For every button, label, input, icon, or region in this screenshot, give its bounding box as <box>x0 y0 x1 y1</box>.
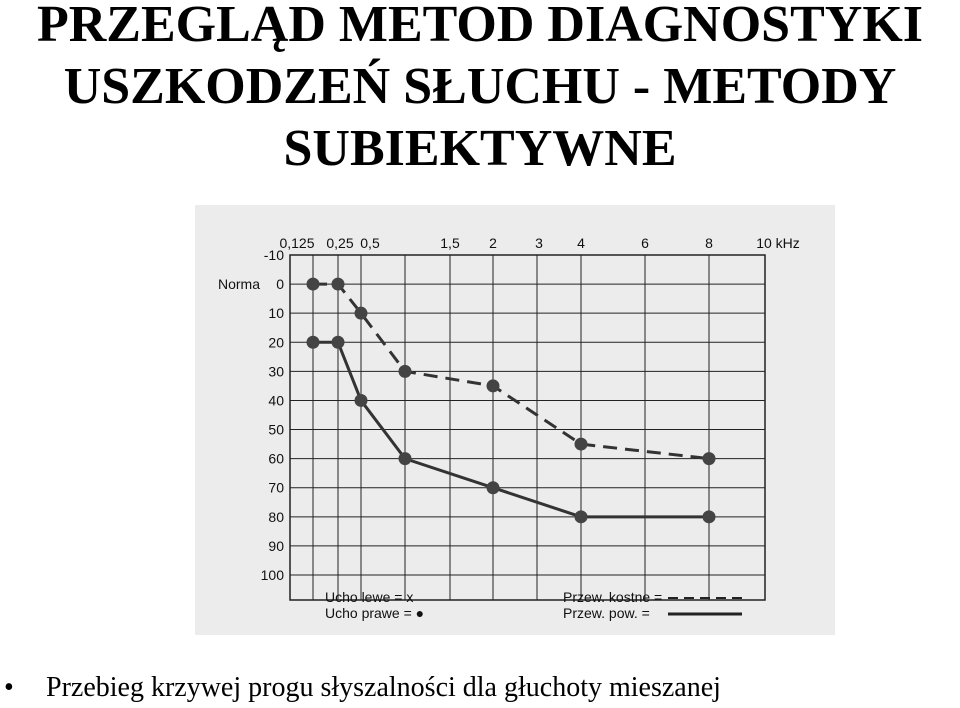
legend-ear-left: Ucho lewe = x <box>325 589 414 605</box>
audiogram-chart <box>195 205 835 635</box>
y-tick-label-4: 30 <box>268 363 284 380</box>
x-tick-label-4: 2 <box>489 235 497 251</box>
series-0-point-2 <box>355 307 368 320</box>
x-tick-label-7: 6 <box>641 235 649 251</box>
series-0-point-0 <box>307 278 320 291</box>
y-tick-label-10: 90 <box>268 537 284 554</box>
x-tick-label-3: 1,5 <box>440 235 460 251</box>
y-tick-label-6: 50 <box>268 421 284 438</box>
title-line-3: SUBIEKTYWNE <box>283 120 677 177</box>
y-tick-label-3: 20 <box>268 334 284 351</box>
y-tick-label-8: 70 <box>268 479 284 496</box>
title-line-2: USZKODZEŃ SŁUCHU - METODY <box>63 58 897 115</box>
x-tick-label-9: 10 kHz <box>756 235 800 251</box>
y-tick-label-7: 60 <box>268 450 284 467</box>
x-tick-label-8: 8 <box>705 235 713 251</box>
legend-ear-right: Ucho prawe = ● <box>325 605 425 621</box>
slide-title <box>0 0 960 180</box>
bullet-icon: • <box>4 672 14 703</box>
y-tick-label-1: 0 <box>276 276 284 293</box>
audiogram-figure <box>195 205 835 635</box>
y-tick-label-2: 10 <box>268 305 284 322</box>
series-1-point-5 <box>575 510 588 523</box>
x-tick-label-1: 0,25 <box>326 235 354 251</box>
legend-air-label: Przew. pow. = <box>563 605 650 621</box>
series-0-point-4 <box>487 379 500 392</box>
y-tick-label-5: 40 <box>268 392 284 409</box>
title-line-1: PRZEGLĄD METOD DIAGNOSTYKI <box>36 0 924 53</box>
series-0-point-3 <box>399 365 412 378</box>
caption-text: Przebieg krzywej progu słyszalności dla głuchoty mieszanej <box>46 672 721 703</box>
x-tick-label-6: 4 <box>577 235 585 251</box>
series-1-point-4 <box>487 481 500 494</box>
legend-bone-label: Przew. kostne = <box>563 589 663 605</box>
x-tick-label-0: 0,125 <box>279 235 315 251</box>
series-1-point-1 <box>332 336 345 349</box>
caption-bullet <box>0 668 960 708</box>
x-tick-label-2: 0,5 <box>360 235 380 251</box>
x-tick-label-5: 3 <box>535 235 543 251</box>
series-1-point-3 <box>399 452 412 465</box>
series-1-point-6 <box>703 510 716 523</box>
series-0-point-5 <box>575 438 588 451</box>
series-0-point-1 <box>332 278 345 291</box>
series-0-point-6 <box>703 452 716 465</box>
series-1-point-2 <box>355 394 368 407</box>
y-tick-label-11: 100 <box>260 567 284 583</box>
y-tick-label-9: 80 <box>268 508 284 525</box>
norma-label: Norma <box>218 276 261 293</box>
series-1-point-0 <box>307 336 320 349</box>
y-tick-label-0: -10 <box>263 247 284 263</box>
